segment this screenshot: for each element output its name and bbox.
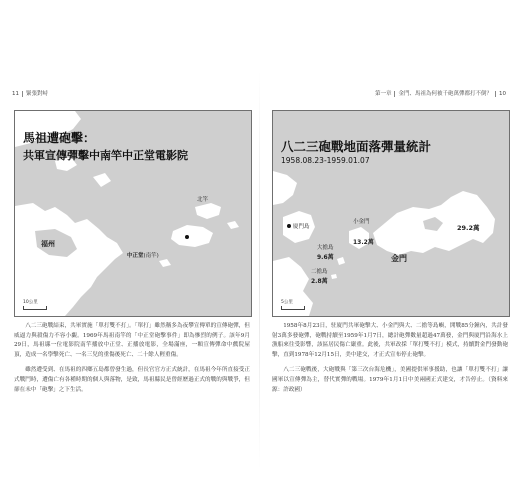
header-divider <box>22 91 23 97</box>
beigan-island <box>195 203 221 219</box>
map-scale <box>23 299 47 310</box>
matsu-shelling-map <box>14 110 252 317</box>
label-kinmen: 金門 <box>391 254 407 263</box>
label-xiaojinmen: 小金門 <box>353 219 370 225</box>
nangan-island <box>171 225 213 247</box>
label-zhongzheng <box>127 251 159 259</box>
right-page-header <box>375 89 506 97</box>
mainland-coast <box>273 171 297 205</box>
zhongzheng-name: 中正堂 <box>127 253 144 259</box>
label-erdan: 二擔島 <box>311 269 328 275</box>
scale-bar <box>281 306 305 310</box>
left-body-text <box>14 322 250 401</box>
header-divider <box>495 91 496 97</box>
zhongzheng-hall-marker <box>185 235 189 239</box>
label-fuzhou: 福州 <box>41 240 55 248</box>
map-title-line2: 共軍宣傳彈擊中南竿中正堂電影院 <box>23 149 188 162</box>
label-beigan: 北竿 <box>197 197 209 203</box>
map-subtitle: 1958.08.23-1959.01.07 <box>281 156 370 165</box>
left-page-header <box>12 89 48 97</box>
count-xiaojinmen: 13.2萬 <box>353 239 374 246</box>
right-paragraph-1: 1958年8月23日，驻廈門共軍砲擊大、小金門與大、二擔等島嶼，開戰85分鐘內，共計發射3萬多發砲彈，砲戰持續至1959年1月7日，總計砲彈數量超過47萬發，金門與廈門沿海水上漁船來往受影響，該區居民傷亡嚴重。此後，共軍改採「單打雙不打」模式，持續對金門發動砲擊，直到1978年12月15日，美中建交，才正式宣布停止砲擊。 <box>272 323 508 358</box>
map-title: 八二三砲戰地面落彈量統計 <box>281 139 432 154</box>
right-header-section: 金門、馬祖為何被千砲萬彈都打不倒？ <box>398 91 492 97</box>
nangan-note: (南竿) <box>143 253 159 259</box>
left-header-section: 緊張對峙 <box>26 91 49 97</box>
right-body-text <box>272 322 508 401</box>
kinmen-shell-map <box>272 110 510 317</box>
scale-label: 5公里 <box>281 300 293 305</box>
count-erdan: 2.8萬 <box>311 278 328 285</box>
map-scale <box>281 299 305 310</box>
islet-3 <box>227 221 239 229</box>
scale-label: 10公里 <box>23 300 38 305</box>
right-paragraph-2: 八二三砲戰後，大砲戰與「第三次台海危機」，美國提供軍事援助，也讓「單打雙不打」讓國軍以宣傳彈為主，替代實彈的戰場。1979年1月1日中美兩國正式建交，才告停止。（資料來源：許政國） <box>272 367 508 393</box>
label-dadan: 大擔島 <box>317 245 334 251</box>
left-paragraph-2: 雖然遭受到、在馬祖的四鄉五島都曾發生過，但長官官方正式統計，在馬祖今年所直接受正式戰鬥時，遭傷亡有各種時期的個人與落物，是致，馬祖縣民是曾經歷過正式的戰的與戰爭，但卻在未中「砲擊」之下生活。 <box>14 367 250 393</box>
map-title-line1: 馬祖遭砲擊： <box>23 131 96 145</box>
dadan-island <box>337 257 345 265</box>
erdan-island <box>331 274 337 279</box>
count-kinmen: 29.2萬 <box>457 224 480 232</box>
right-header-chapter: 第一章 <box>374 91 392 97</box>
islet-4 <box>159 259 171 267</box>
xiamen-marker <box>287 224 291 228</box>
label-xiamen: 廈門島 <box>293 224 310 230</box>
scale-bar <box>23 306 47 310</box>
left-page-number: 11 <box>12 91 19 97</box>
right-page <box>260 0 520 500</box>
count-dadan: 9.6萬 <box>317 254 334 261</box>
header-divider <box>394 91 395 97</box>
left-paragraph-1: 八二三砲戰結束，共軍實施「單打雙不打」。「單打」雖然稱多為夜攀宣傳單的宣傳砲彈，但威逼力與殺傷力不容小覷。1969年馬祖南竿的「中正堂砲擊事件」即為慘烈的例子。該年9月29日，馬祖縣一位電影院南竿播放中正堂、正播放電影，全場滿座，一顆宣傳彈命中戲院屋頂，造成一名學擊死亡、一名三兒的重傷後死亡、二十餘人輕重傷。 <box>14 323 250 358</box>
right-page-number: 10 <box>499 91 506 97</box>
islet-2 <box>93 173 111 187</box>
